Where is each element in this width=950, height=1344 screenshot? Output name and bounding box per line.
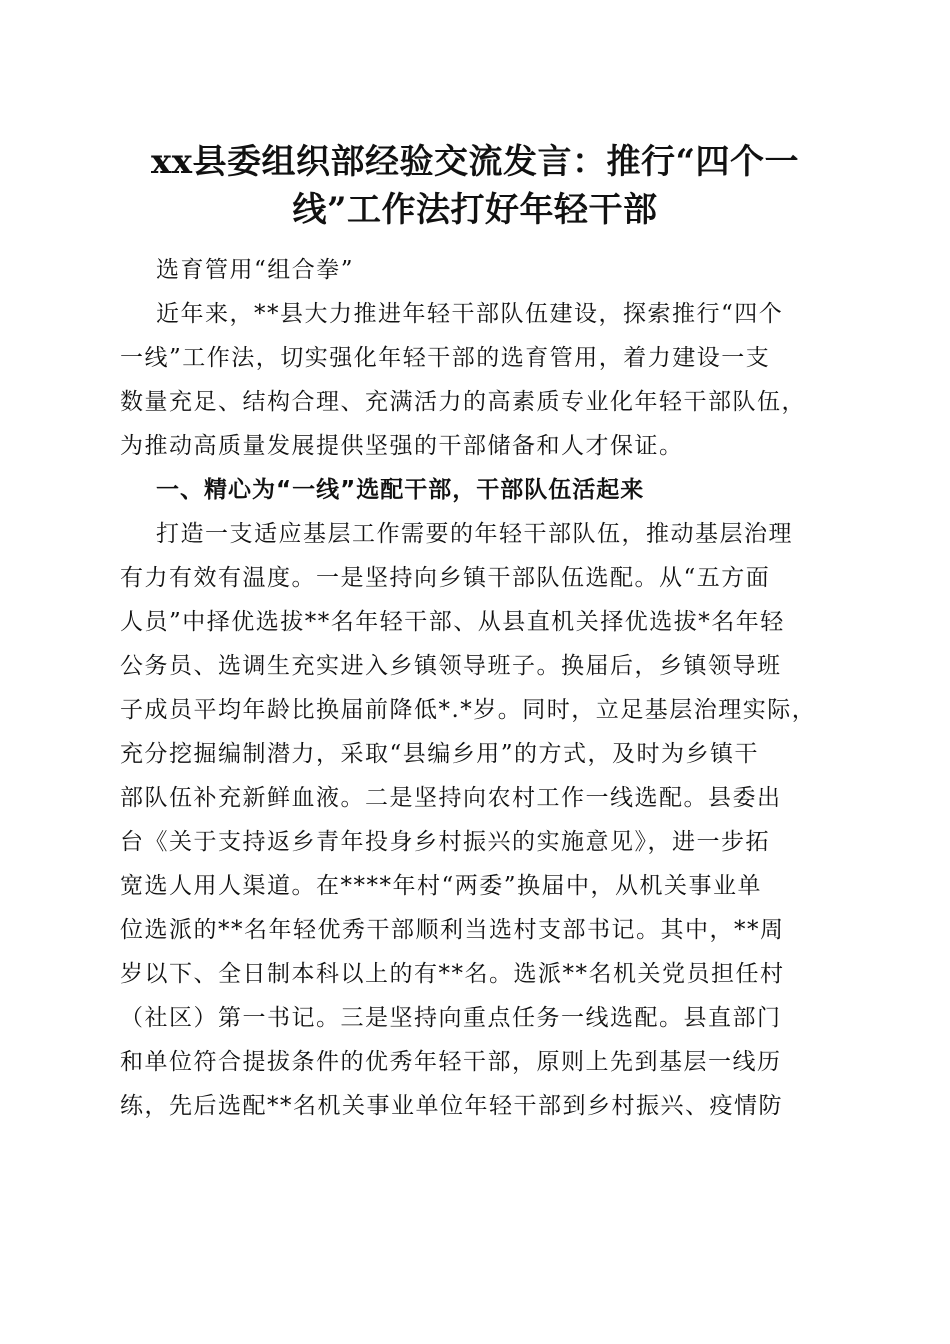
title-line: 线”工作法打好年轻干部 bbox=[292, 190, 658, 230]
paragraph-line: （社区）第一书记。三是坚持向重点任务一线选配。县直部门 bbox=[120, 1005, 782, 1031]
paragraph-line: 近年来，**县大力推进年轻干部队伍建设，探索推行“四个 bbox=[156, 301, 784, 327]
document-title bbox=[100, 138, 850, 234]
paragraph-line: 充分挖掘编制潜力，采取“县编乡用”的方式，及时为乡镇干 bbox=[120, 741, 760, 767]
paragraph-line: 人员”中择优选拔**名年轻干部、从县直机关择优选拔*名年轻 bbox=[120, 609, 785, 635]
paragraph-line: 一线”工作法，切实强化年轻干部的选育管用，着力建设一支 bbox=[120, 345, 771, 371]
paragraph-line: 岁以下、全日制本科以上的有**名。选派**名机关党员担任村 bbox=[120, 961, 785, 987]
document-body bbox=[120, 248, 832, 1128]
paragraph-line: 位选派的**名年轻优秀干部顺利当选村支部书记。其中，**周 bbox=[120, 917, 785, 943]
paragraph-line: 公务员、选调生充实进入乡镇领导班子。换届后，乡镇领导班 bbox=[120, 653, 782, 679]
paragraph-line: 宽选人用人渠道。在****年村“两委”换届中，从机关事业单 bbox=[120, 873, 763, 899]
paragraph-line: 练，先后选配**名机关事业单位年轻干部到乡村振兴、疫情防 bbox=[120, 1093, 783, 1119]
paragraph-line: 台《关于支持返乡青年投身乡村振兴的实施意见》，进一步拓 bbox=[120, 829, 770, 855]
title-line: xx县委组织部经验交流发言：推行“四个一 bbox=[150, 142, 800, 182]
paragraph-line: 数量充足、结构合理、充满活力的高素质专业化年轻干部队伍， bbox=[120, 389, 806, 415]
paragraph-line: 打造一支适应基层工作需要的年轻干部队伍，推动基层治理 bbox=[156, 521, 793, 547]
paragraph-line: 部队伍补充新鲜血液。二是坚持向农村工作一线选配。县委出 bbox=[120, 785, 782, 811]
section-heading: 一、精心为“一线”选配干部，干部队伍活起来 bbox=[156, 477, 645, 503]
paragraph-line: 有力有效有温度。一是坚持向乡镇干部队伍选配。从“五方面 bbox=[120, 565, 771, 591]
paragraph-line: 和单位符合提拔条件的优秀年轻干部，原则上先到基层一线历 bbox=[120, 1049, 782, 1075]
paragraph-line: 子成员平均年龄比换届前降低*.*岁。同时，立足基层治理实际， bbox=[120, 697, 817, 723]
subtitle-line: 选育管用“组合拳” bbox=[156, 257, 355, 283]
paragraph-line: 为推动高质量发展提供坚强的干部储备和人才保证。 bbox=[120, 433, 684, 459]
